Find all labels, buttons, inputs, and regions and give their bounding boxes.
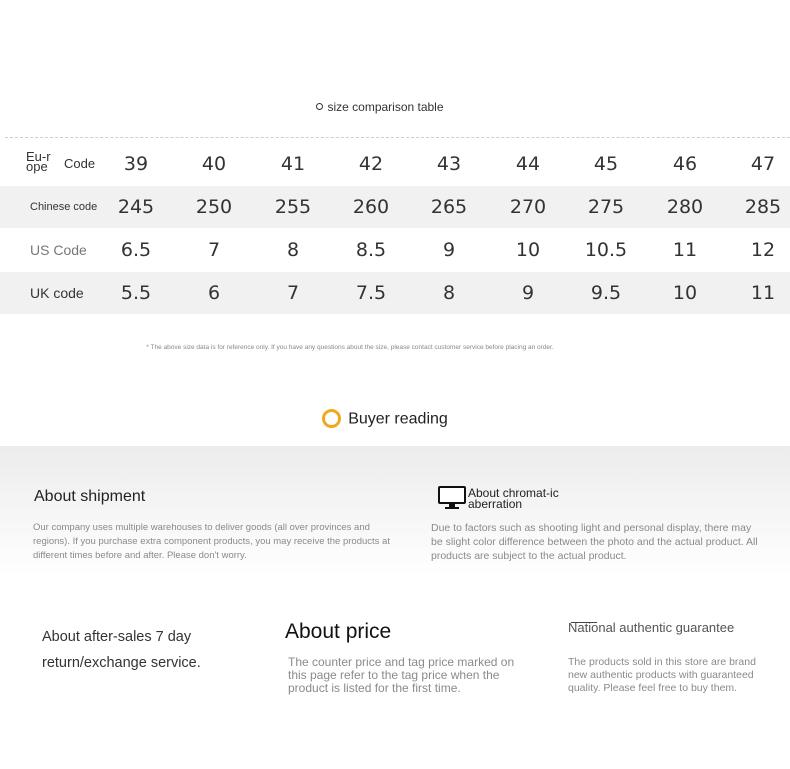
row-label-suffix: Code — [64, 156, 96, 171]
row-label: US Code — [30, 242, 87, 258]
row-label: UK code — [30, 285, 84, 301]
size-cell: 47 — [750, 153, 776, 175]
dashed-divider — [5, 137, 790, 138]
buyer-reading-title — [0, 410, 770, 429]
size-cell: 8.5 — [355, 239, 387, 261]
size-note: * The above size data is for reference only. If you have any questions about the size, please contact customer service before placing an order. — [146, 344, 554, 351]
size-cell: 46 — [672, 153, 698, 175]
circle-bullet-icon — [316, 103, 323, 110]
size-cell: 42 — [358, 153, 384, 175]
size-cell: 260 — [352, 196, 390, 218]
authentic-text: The products sold in this store are brand new authentic products with guaranteed quality. Please feel free to buy them. — [568, 656, 756, 694]
size-cell: 7 — [207, 239, 221, 261]
size-cell: 11 — [672, 239, 698, 261]
size-cell: 6.5 — [120, 239, 152, 261]
shipment-text: Our company uses multiple warehouses to deliver goods (all over provinces and regions). If you purchase extra component products, you may receive the products at different times before and after. Please don't worry. — [33, 522, 390, 561]
size-cell: 39 — [123, 153, 149, 175]
size-cell: 10 — [672, 282, 698, 304]
size-cell: 12 — [750, 239, 776, 261]
size-cell: 285 — [744, 196, 782, 218]
chromatic-text: Due to factors such as shooting light and personal display, there may be slight color difference between the photo and the actual product. All products are subject to the actual product. — [431, 522, 758, 562]
size-cell: 280 — [666, 196, 704, 218]
row-label — [26, 143, 106, 185]
size-cell: 7 — [286, 282, 300, 304]
size-table-row — [0, 186, 790, 228]
size-cell: 43 — [436, 153, 462, 175]
chromatic-title: About chromat-ic aberration — [468, 486, 559, 511]
size-cell: 11 — [750, 282, 776, 304]
row-label-text: Eu-rope — [26, 149, 51, 174]
after-sales-title: About after-sales 7 day return/exchange service. — [42, 629, 201, 671]
size-cell: 5.5 — [120, 282, 152, 304]
size-cell: 9.5 — [590, 282, 622, 304]
size-table-title — [0, 100, 760, 114]
size-cell: 8 — [286, 239, 300, 261]
size-cell: 10 — [515, 239, 541, 261]
orange-ring-icon — [322, 409, 341, 428]
size-cell: 255 — [274, 196, 312, 218]
row-label: Chinese code — [30, 201, 98, 213]
size-cell: 9 — [521, 282, 535, 304]
buyer-reading-title-text: Buyer reading — [348, 410, 448, 428]
size-cell: 8 — [442, 282, 456, 304]
price-title: About price — [285, 620, 392, 643]
authentic-title: National authentic guarantee — [568, 620, 735, 635]
size-cell: 265 — [430, 196, 468, 218]
size-cell: 7.5 — [355, 282, 387, 304]
size-cell: 41 — [280, 153, 306, 175]
size-cell: 6 — [207, 282, 221, 304]
size-cell: 245 — [117, 196, 155, 218]
shipment-title: About shipment — [34, 488, 146, 505]
size-cell: 250 — [195, 196, 233, 218]
size-cell: 9 — [442, 239, 456, 261]
size-cell: 10.5 — [584, 239, 628, 261]
size-cell: 44 — [515, 153, 541, 175]
price-text: The counter price and tag price marked on this page refer to the tag price when the product is listed for the first time. — [288, 655, 515, 695]
monitor-icon — [438, 486, 466, 510]
size-table-row — [0, 143, 790, 185]
size-cell: 45 — [593, 153, 619, 175]
size-table-row — [0, 272, 790, 314]
size-cell: 275 — [587, 196, 625, 218]
size-cell: 40 — [201, 153, 227, 175]
size-cell: 270 — [509, 196, 547, 218]
size-table-row — [0, 229, 790, 271]
size-table-title-text: size comparison table — [327, 100, 444, 114]
